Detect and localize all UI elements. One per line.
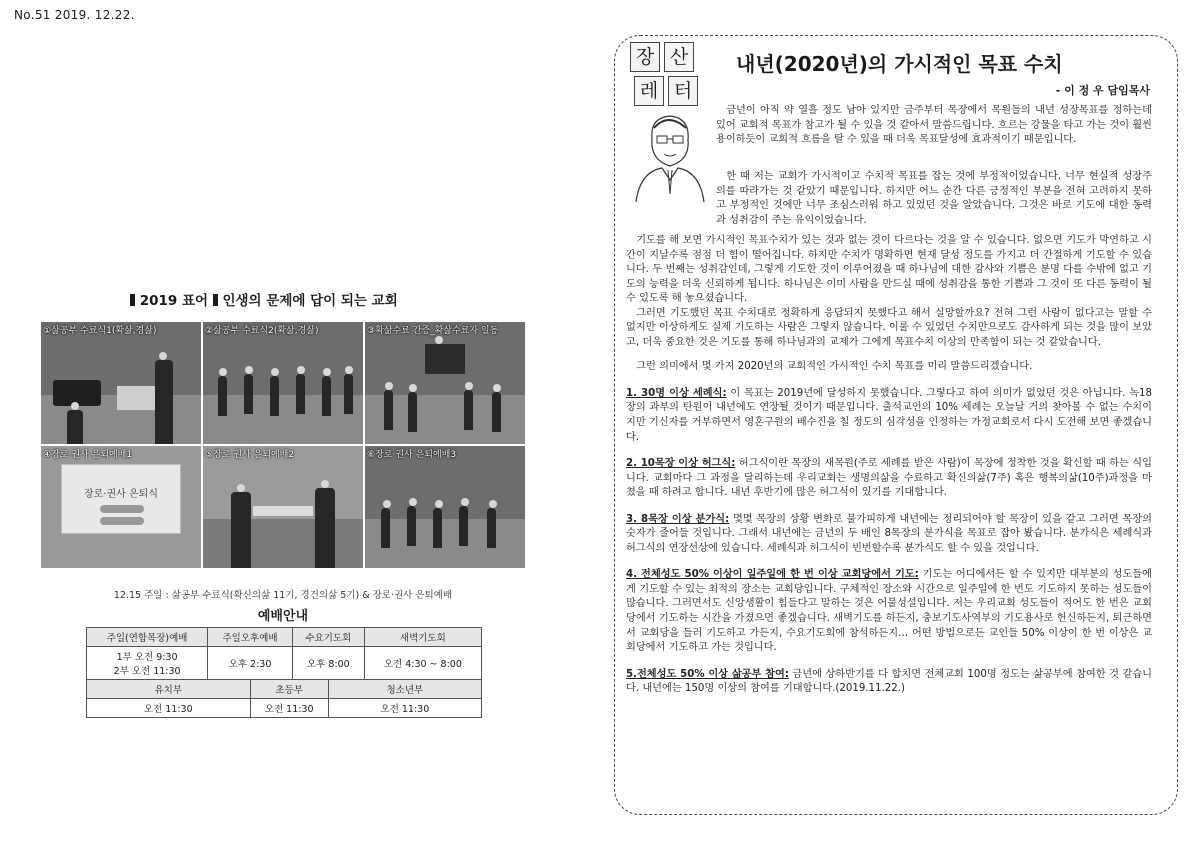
paragraph-3: 기도를 해 보면 가시적인 목표수치가 있는 것과 없는 것이 다르다는 것을 알 수 있습니다. 없으면 기도가 막연하고 시간이 지날수록 점점 더 힘이 떨어집니다. 하지만 수치가 명확하면 현재 달성 정도를 가지고 더 간절하게 기도할 수 있습니다. 두 번째는 성취감인데, 그렇게 기도한 것이 이루어졌을 때 하나님에 대한 감사와 기쁨은 분명 다를 수밖에 없고 기도의 능력을 더욱 신뢰하게 됩니다. 하나님은 이미 사람을 만드실 때에 성취감을 통한 기쁨과 그 것이 또 다른 동력이 될 수 있도록 해 놓으셨습니다. [626, 235, 1152, 305]
photo-2 [203, 322, 363, 444]
service-time-sunday-2: 2부 오전 11:30 [113, 666, 181, 677]
photo-caption-4: ④장로·권사 은퇴예배1 [43, 450, 133, 460]
service-time-kindergarten: 오전 11:30 [87, 699, 251, 718]
service-head-elementary: 초등부 [250, 680, 328, 699]
service-title: 예배안내 [257, 609, 309, 624]
goal-item-1-head: 1. 30명 이상 세례식: [626, 387, 727, 399]
issue-number: No.51 2019. 12.22. [14, 8, 135, 22]
service-time-youth: 오전 11:30 [328, 699, 481, 718]
column-logo [630, 42, 700, 108]
paragraph-4: 그러면 기도했던 목표 수치대로 정확하게 응답되지 못했다고 해서 실망할까요? 전혀 그런 사람이 없다고는 말할 수 없지만 이상하게도 실제 기도하는 사람은 그렇지 않습니다. 이룰 수 있었던 수치만으로도 감사하게 되는 것을 많이 보았고, 더욱 중요한 것은 기도를 통해 하나님과의 교제가 그에게 목표수치 이상의 만족함이 되는 것 같았습니다. [626, 307, 1152, 348]
photo-caption-1: ①삶공부 수료식1(확삶,경삶) [43, 326, 157, 336]
motto-marker [213, 294, 218, 306]
goal-item-2 [626, 457, 1152, 501]
goal-item-3-head: 3. 8목장 이상 분가식: [626, 513, 730, 525]
service-head-sunday: 주일(연합목장)예배 [87, 628, 208, 647]
paragraph-2-wrap [716, 170, 1152, 228]
motto-text: 인생의 문제에 답이 되는 교회 [222, 293, 398, 309]
paragraph-1 [716, 104, 1152, 148]
photo-caption-6: ⑥장로·권사 은퇴예배3 [367, 450, 457, 460]
service-head-wednesday: 수요기도회 [292, 628, 364, 647]
paragraph-5: 그런 의미에서 몇 가지 2020년의 교회적인 가시적인 수치 목표를 미리 말씀드리겠습니다. [636, 361, 1033, 373]
photo-3 [365, 322, 525, 444]
photo-event-caption: 12.15 주일 : 삶공부 수료식(확신의삶 11기, 경건의삶 5기) & 장로·권사 은퇴예배 [113, 590, 453, 601]
service-time-sunday [87, 647, 208, 680]
goal-item-5-head: 5.전체성도 50% 이상 삶공부 참여: [626, 668, 789, 680]
service-head-youth: 청소년부 [328, 680, 481, 699]
logo-char-1: 장 [630, 42, 660, 72]
photo-caption-2: ②삶공부 수료식2(확삶,경삶) [205, 326, 319, 336]
goal-item-2-text: 허그식이란 목장의 새목원(주로 세례를 받은 사람)이 목장에 정착한 것을 확신할 때 하는 식입니다. 교회마다 그 과정을 달리하는데 우리교회는 생명의삶을 수료하고 확신의삶(7주) 혹은 행복의삶(10주)과정을 마쳤을 때 하려고 합니다. 내년 후반기에 많은 허그식이 있기를 기대합니다. [626, 458, 1152, 499]
goal-item-5-text: 금년에 상하반기를 다 합치면 전체교회 100명 정도는 삶공부에 참여한 것 같습니다. 내년에는 150명 이상의 참여를 기대합니다.(2019.11.22.) [626, 668, 1152, 695]
paragraph-2-text: 한 때 저는 교회가 가시적이고 수치적 목표를 잡는 것에 부정적이었습니다. 너무 현실적 성장주의를 따라가는 것 같았기 때문입니다. 하지만 어느 순간 다른 긍정적인 부분을 전혀 고려하지 못하고 부정적인 것에만 너무 조심스러워 하고 있었던 것을 알았습니다. 그것은 바로 기도에 대한 동력과 성취감이 주는 유익이었습니다. [716, 171, 1152, 226]
service-time-sunday-1: 1부 오전 9:30 [116, 652, 178, 663]
photo-grid [41, 322, 525, 568]
photo-5 [203, 446, 363, 568]
goal-item-3 [626, 513, 1152, 557]
goal-item-2-head: 2. 10목장 이상 허그식: [626, 458, 736, 470]
goal-item-4 [626, 568, 1152, 655]
motto-marker [130, 294, 135, 306]
goal-item-4-head: 4. 전체성도 50% 이상이 일주일에 한 번 이상 교회당에서 기도: [626, 569, 919, 581]
service-time-elementary: 오전 11:30 [250, 699, 328, 718]
logo-char-3: 레 [634, 76, 664, 106]
banner-text: 장로·권사 은퇴식 [84, 489, 158, 500]
goal-item-1 [626, 387, 1152, 445]
service-head-afternoon: 주일오후예배 [208, 628, 293, 647]
goal-item-5 [626, 668, 1152, 697]
motto-label: 2019 표어 [139, 293, 209, 309]
retirement-banner [61, 464, 181, 534]
service-time-wednesday: 오후 8:00 [292, 647, 364, 680]
photo-caption-5: ⑤장로·권사 은퇴예배2 [205, 450, 295, 460]
photo-4 [41, 446, 201, 568]
article-body [626, 234, 1152, 697]
column-title: 내년(2020년)의 가시적인 목표 수치 [736, 52, 1063, 76]
paragraph-1-text: 금년이 아직 약 열흘 정도 남아 있지만 금주부터 목장에서 목원들의 내년 성장목표를 정하는데 있어 교회적 목표가 참고가 될 수 있을 것 같아서 말씀드립니다. 흐르는 강물을 타고 가는 것이 훨씬 용이하듯이 교회적 흐름을 탈 수 있을 때 더욱 목표달성에 효과적이기 때문입니다. [716, 105, 1152, 146]
service-head-dawn: 새벽기도회 [364, 628, 481, 647]
service-table [86, 627, 482, 718]
column-author: - 이 정 우 담임목사 [1055, 84, 1150, 97]
church-motto [130, 289, 470, 309]
service-time-dawn: 오전 4:30 ~ 8:00 [364, 647, 481, 680]
logo-char-2: 산 [664, 42, 694, 72]
photo-1 [41, 322, 201, 444]
service-time-afternoon: 오후 2:30 [208, 647, 293, 680]
photo-6 [365, 446, 525, 568]
logo-char-4: 터 [668, 76, 698, 106]
goal-item-4-text: 기도는 어디에서든 할 수 있지만 대부분의 성도들에게 기도할 수 있는 최적의 장소는 교회당입니다. 구체적인 장소와 시간으로 일주일에 한 번도 기도하지 못하는 성도들이 많습니다. 그러면서도 신앙생활이 힘들다고 말하는 것은 어불성설입니다. 저는 우리교회 성도들이 적어도 한 번은 교회당에서 기도하는 시간을 가졌으면 좋겠습니다. 새벽기도를 하든지, 충보기도사역부의 기도용사로 헌신하든지, 퇴근하면서 교회당을 들러 기도하고 가든지, 수요기도회에 참석하든지… 어떤 방법으로든 교인들 50% 이상이 한 번 이상은 교회당에서 기도하고 가는 것입니다. [626, 569, 1152, 654]
pastor-portrait-icon [628, 108, 710, 202]
service-head-kindergarten: 유치부 [87, 680, 251, 699]
goal-item-3-text: 몇몇 목장의 상황 변화로 불가피하게 내년에는 정리되어야 할 목장이 있을 같고 그러면 목장의 숫자가 줄어들 것입니다. 그래서 내년에는 금년의 두 배인 8목장의 분가식을 목표로 잡아 봤습니다. 분가식은 세례식과 허그식의 연장선상에 있습니다. 세례식과 허그식이 빈번할수록 분가식도 할 수 있을 것입니다. [626, 513, 1152, 554]
goal-item-1-text: 이 목표는 2019년에 달성하지 못했습니다. 그렇다고 하여 의미가 없었던 것은 아닙니다. 녹18장의 과부의 탄원이 내년에도 연장될 것이기 때문입니다. 출석교인의 10% 세례는 오늘날 거의 찾아볼 수 없는 수치이지만 기신자를 거부하면서 영혼구원의 배수진을 칠 정도의 심각성을 인정하는 가정교회로서 다시 도전해 보면 좋겠습니다. [626, 387, 1152, 443]
photo-caption-3: ③확삶수료 간증_확삶수료자 일동 [367, 326, 499, 336]
